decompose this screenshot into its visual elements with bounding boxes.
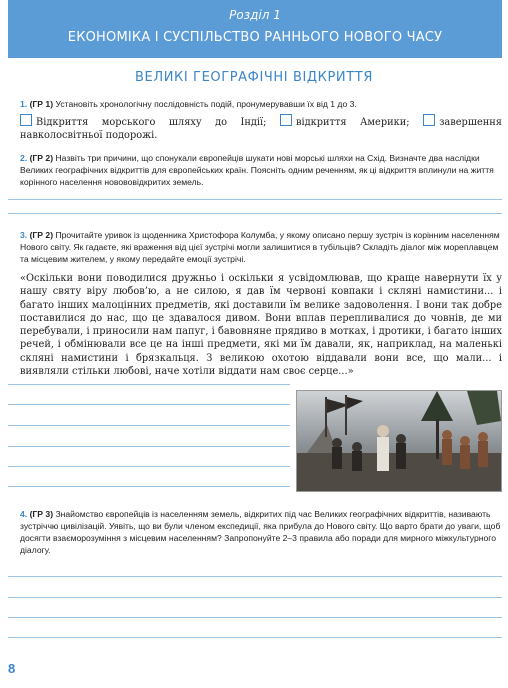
task-3-number: 3. xyxy=(20,230,28,240)
illustration-sketch xyxy=(297,391,501,491)
task-4-level: (ГР 3) xyxy=(29,509,54,519)
task-1-text: Установіть хронологічну послідовність подій, пронумерувавши їх від 1 до 3. xyxy=(55,99,357,109)
task-4-text: Знайомство європейців із населенням земель, відкритих під час Великих географічних відкриттів, називають зустріччю цивілізацій. Уявіть, що ви були членом експедиції, яка прибула до Нового світу. Що варто брати до уваги, щоб досягти взаєморозуміння з місцевим населенням? Запропонуйте 2–3 правила або поради для мирного міжкультурного діалогу. xyxy=(20,509,501,555)
option-3: завершення навколосвітньої подорожі. xyxy=(20,117,502,142)
task-4-prompt xyxy=(20,508,502,556)
answer-line[interactable] xyxy=(8,425,290,426)
answer-line[interactable] xyxy=(8,617,502,618)
chapter-banner xyxy=(8,0,502,58)
order-box-3[interactable] xyxy=(423,114,435,126)
task-2-prompt xyxy=(20,152,502,188)
page-number: 8 xyxy=(8,661,16,676)
chapter-title: ЕКОНОМІКА І СУСПІЛЬСТВО РАННЬОГО НОВОГО ЧАСУ xyxy=(67,30,443,45)
task-3-text: Прочитайте уривок із щоденника Христофора Колумба, у якому описано першу зустріч із корінним населенням Нового світу. Як гадаєте, які враження від цієї зустрічі могли залишитися в тубільців? Складіть діалог між мореплавцем та місцевим жителем, у якому передайте емоції зустрічі. xyxy=(20,230,500,264)
order-box-2[interactable] xyxy=(280,114,292,126)
columbus-landing-illustration xyxy=(296,390,502,492)
answer-line[interactable] xyxy=(8,486,290,487)
answer-line[interactable] xyxy=(8,637,502,638)
answer-line[interactable] xyxy=(8,384,290,385)
task-1-prompt xyxy=(20,98,502,110)
answer-line[interactable] xyxy=(8,576,502,577)
answer-line[interactable] xyxy=(8,199,502,200)
answer-line[interactable] xyxy=(8,404,290,405)
task-2-text: Назвіть три причини, що спонукали європейців шукати нові морські шляхи на Схід. Визначте два наслідки Великих географічних відкриттів для європейських країн. Поясніть одним реченням, як ці відкриття вплинули на життя корінного населення новововідкритих земель. xyxy=(20,153,494,187)
task-3-level: (ГР 2) xyxy=(29,230,54,240)
topic-title: ВЕЛИКІ ГЕОГРАФІЧНІ ВІДКРИТТЯ xyxy=(135,70,373,85)
section-label: Розділ 1 xyxy=(229,8,281,22)
answer-line[interactable] xyxy=(8,466,290,467)
option-2: відкриття Америки; xyxy=(295,117,410,128)
task-4-number: 4. xyxy=(20,509,28,519)
task-2-number: 2. xyxy=(20,153,28,163)
order-box-1[interactable] xyxy=(20,114,32,126)
columbus-quote: «Оскільки вони поводилися дружньо і оскільки я усвідомлював, що краще навернути їх у нашу святу віру любов’ю, а не силою, я дав їм червоні ковпаки і скляні намистини... і багато інших малоцінних предметів, які доставили їм велике задоволення. І вони так добре поставилися до нас, що це здавалося дивом. Вони вплав перепливалися до човнів, де ми перебували, і приносили нам папуг, і бавовняне прядиво в мотках, і дротики, і багато інших речей, і обмінювали все це на інші предмети, які ми їм давали, як, наприклад, на маленькі скляні намистини і брязкальця. З великою охотою віддавали вони все, що мали... і виявляли стільки любові, наче хотіли віддати нам своє серце...» xyxy=(20,273,502,378)
task-1-level: (ГР 1) xyxy=(29,99,54,109)
task-3-prompt xyxy=(20,229,502,265)
answer-line[interactable] xyxy=(8,446,290,447)
task-2-level: (ГР 2) xyxy=(29,153,54,163)
answer-line[interactable] xyxy=(8,213,502,214)
task-1-options xyxy=(20,114,502,143)
option-1: Відкриття морського шляху до Індії; xyxy=(36,117,267,128)
answer-line[interactable] xyxy=(8,597,502,598)
task-1-number: 1. xyxy=(20,99,28,109)
